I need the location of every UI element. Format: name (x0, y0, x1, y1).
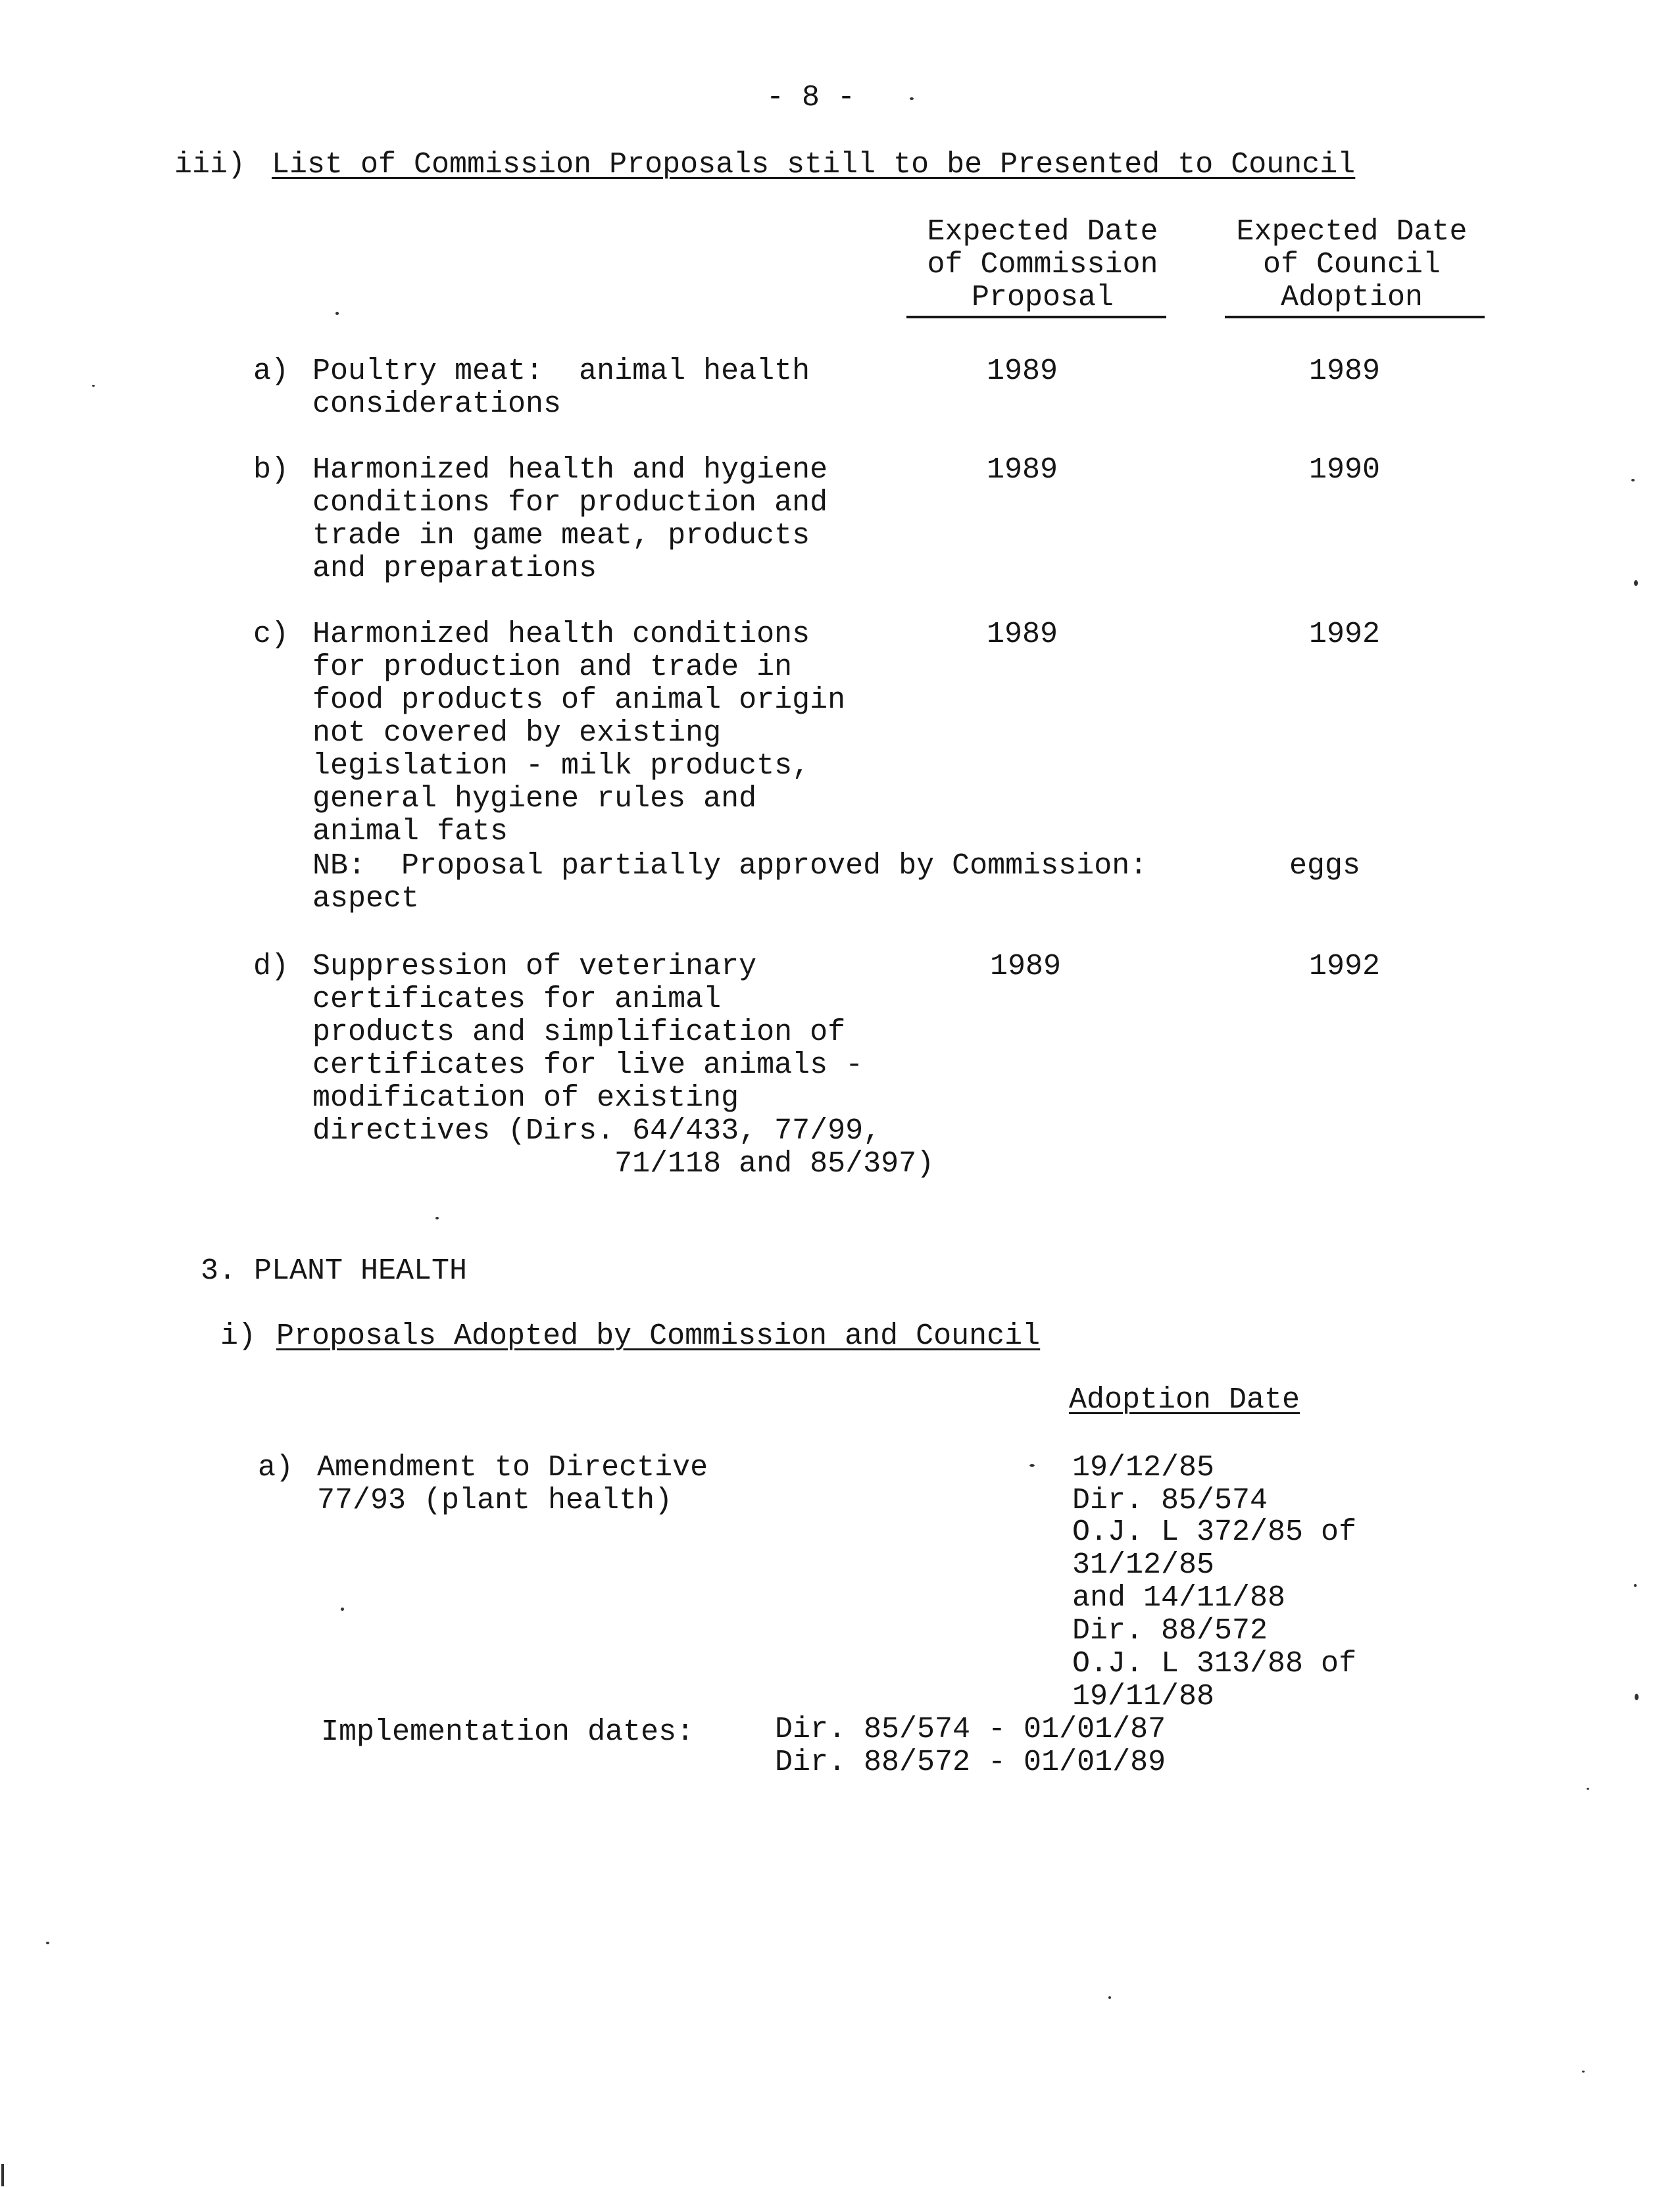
item-a-line1: Poultry meat: animal health (312, 355, 810, 388)
scan-speck (1587, 1788, 1589, 1790)
implementation-line2: Dir. 88/572 - 01/01/89 (775, 1746, 1166, 1779)
section-3-i-title: Proposals Adopted by Commission and Council (276, 1319, 1041, 1353)
implementation-line1: Dir. 85/574 - 01/01/87 (775, 1713, 1166, 1746)
item-d-line1: Suppression of veterinary (312, 950, 757, 983)
col-header-adoption-rule (1225, 316, 1485, 318)
item-c-marker: c) (253, 618, 289, 651)
section-3-i-numbering: i) (220, 1319, 257, 1353)
plant-item-a-adoption-line3: O.J. L 372/85 of (1072, 1515, 1357, 1549)
item-d-line3: products and simplification of (312, 1016, 846, 1049)
item-c-line2: for production and trade in (312, 651, 793, 684)
item-c-line7: animal fats (312, 815, 508, 848)
item-c-note-line2: aspect (312, 882, 420, 916)
plant-item-a-adoption-line2: Dir. 85/574 (1072, 1484, 1268, 1517)
col-header-adoption-line3: Adoption (1280, 281, 1423, 314)
item-c-line6: general hygiene rules and (312, 782, 757, 816)
scan-speck (1634, 1584, 1637, 1587)
item-b-line1: Harmonized health and hygiene (312, 453, 828, 487)
scan-speck (92, 385, 95, 387)
plant-item-a-adoption-line4: 31/12/85 (1072, 1548, 1215, 1582)
scan-speck (1108, 1996, 1111, 1999)
item-b-line3: trade in game meat, products (312, 519, 810, 553)
scan-speck (1634, 580, 1638, 586)
col-header-adoption-line1: Expected Date (1236, 215, 1468, 249)
scan-speck (910, 97, 914, 100)
plant-item-a-marker: a) (258, 1451, 294, 1485)
col-header-proposal-line2: of Commission (927, 248, 1158, 282)
scan-speck (46, 1942, 49, 1944)
item-c-note-line1-end: eggs (1289, 849, 1361, 883)
plant-item-a-adoption-line1: 19/12/85 (1072, 1451, 1215, 1485)
item-a-proposal-date: 1989 (987, 355, 1058, 388)
item-c-adoption-date: 1992 (1309, 618, 1381, 651)
plant-item-a-adoption-line8: 19/11/88 (1072, 1680, 1215, 1713)
plant-item-a-adoption-line6: Dir. 88/572 (1072, 1614, 1268, 1648)
section-iii-numbering: iii) (174, 148, 246, 182)
item-a-marker: a) (253, 355, 289, 388)
scan-edge-mark (1, 2164, 4, 2186)
item-c-line1: Harmonized health conditions (312, 618, 810, 651)
item-d-line4: certificates for live animals - (312, 1048, 864, 1082)
item-b-line2: conditions for production and (312, 486, 828, 520)
col-header-adoption-date: Adoption Date (1069, 1383, 1300, 1417)
col-header-proposal-line3: Proposal (971, 281, 1114, 314)
item-b-proposal-date: 1989 (987, 453, 1058, 487)
section-3-heading: 3. PLANT HEALTH (201, 1254, 468, 1288)
item-b-adoption-date: 1990 (1309, 453, 1381, 487)
page-number: - 8 - (766, 81, 856, 114)
scan-speck (1029, 1464, 1035, 1467)
plant-item-a-adoption-line7: O.J. L 313/88 of (1072, 1647, 1357, 1681)
item-d-line2: certificates for animal (312, 983, 722, 1016)
col-header-proposal-line1: Expected Date (927, 215, 1158, 249)
plant-item-a-line1: Amendment to Directive (317, 1451, 708, 1485)
item-b-line4: and preparations (312, 552, 597, 585)
section-iii-title: List of Commission Proposals still to be Presented to Council (272, 148, 1356, 182)
scan-speck (1635, 1694, 1639, 1700)
item-d-proposal-date: 1989 (990, 950, 1062, 983)
item-a-adoption-date: 1989 (1309, 355, 1381, 388)
plant-item-a-adoption-line5: and 14/11/88 (1072, 1581, 1286, 1615)
item-d-marker: d) (253, 950, 289, 983)
item-c-proposal-date: 1989 (987, 618, 1058, 651)
scan-speck (1582, 2071, 1585, 2073)
item-b-marker: b) (253, 453, 289, 487)
item-d-adoption-date: 1992 (1309, 950, 1381, 983)
item-c-line4: not covered by existing (312, 716, 722, 750)
col-header-proposal-rule (906, 316, 1166, 318)
item-d-line7: 71/118 and 85/397) (312, 1147, 935, 1181)
item-c-note-line1: NB: Proposal partially approved by Commission: (312, 849, 1148, 883)
item-a-line2: considerations (312, 387, 562, 421)
plant-item-a-line2: 77/93 (plant health) (317, 1484, 673, 1517)
implementation-label: Implementation dates: (321, 1715, 695, 1749)
col-header-adoption-line2: of Council (1262, 248, 1441, 282)
item-c-line3: food products of animal origin (312, 683, 846, 717)
item-d-line5: modification of existing (312, 1081, 739, 1115)
scan-speck (335, 312, 339, 315)
scan-speck (1631, 479, 1635, 481)
scan-speck (341, 1608, 344, 1611)
item-c-line5: legislation - milk products, (312, 749, 810, 783)
item-d-line6: directives (Dirs. 64/433, 77/99, (312, 1114, 881, 1148)
scan-speck (435, 1217, 439, 1219)
